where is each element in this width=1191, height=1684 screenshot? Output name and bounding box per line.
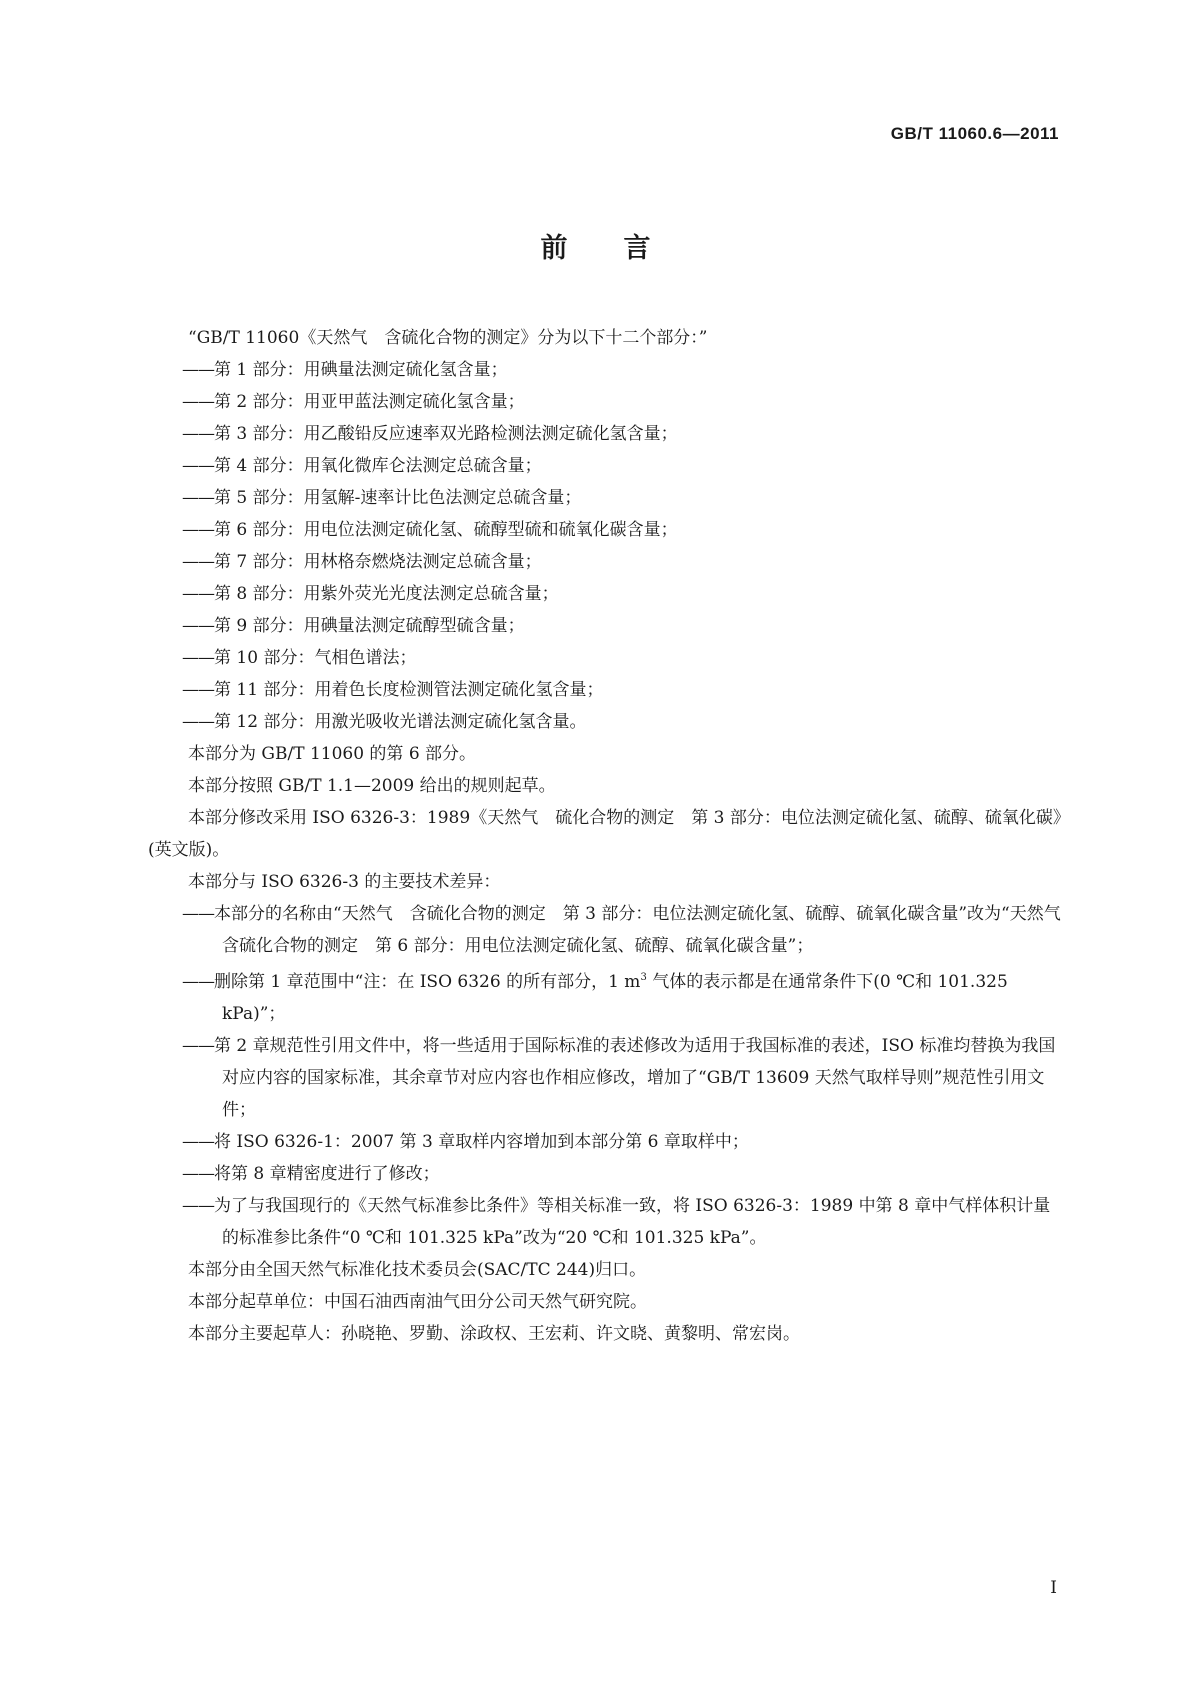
drafting-unit-paragraph: 本部分起草单位：中国石油西南油气田分公司天然气研究院。 <box>188 1292 647 1312</box>
difference-text: 气体的表示都是在通常条件下(0 ℃和 101.325 kPa)”； <box>222 972 1008 1024</box>
differences-intro-paragraph: 本部分与 ISO 6326-3 的主要技术差异： <box>188 872 501 892</box>
list-item <box>148 610 1062 642</box>
list-item <box>148 546 1062 578</box>
difference-text: 删除第 1 章范围中“注：在 ISO 6326 的所有部分，1 m <box>214 972 641 992</box>
dash-mark: —— <box>182 1132 214 1152</box>
list-item <box>148 1126 1062 1158</box>
part-text: 第 4 部分：用氧化微库仑法测定总硫含量； <box>214 456 542 476</box>
committee-paragraph: 本部分由全国天然气标准化技术委员会(SAC/TC 244)归口。 <box>188 1260 647 1280</box>
difference-text: 将 ISO 6326-1：2007 第 3 章取样内容增加到本部分第 6 章取样中； <box>214 1132 749 1152</box>
drafting-rules-paragraph: 本部分按照 GB/T 1.1—2009 给出的规则起草。 <box>188 776 556 796</box>
page-title: 前言 <box>540 233 707 264</box>
superscript: 3 <box>640 972 647 983</box>
part-text: 第 11 部分：用着色长度检测管法测定硫化氢含量； <box>214 680 604 700</box>
dash-mark: —— <box>182 904 214 924</box>
adoption-paragraph: 本部分修改采用 ISO 6326-3：1989《天然气 硫化合物的测定 第 3 部分：电位法测定硫化氢、硫醇、硫氧化碳》(英文版)。 <box>148 808 1062 860</box>
difference-text: 将第 8 章精密度进行了修改； <box>214 1164 440 1184</box>
dash-mark: —— <box>182 1164 214 1184</box>
list-item <box>148 642 1062 674</box>
differences-list <box>148 898 1078 1254</box>
dash-mark: —— <box>182 712 214 732</box>
dash-mark: —— <box>182 360 214 380</box>
part-text: 第 12 部分：用激光吸收光谱法测定硫化氢含量。 <box>214 712 587 732</box>
part-text: 第 10 部分：气相色谱法； <box>214 648 417 668</box>
dash-mark: —— <box>182 680 214 700</box>
part-text: 第 8 部分：用紫外荧光光度法测定总硫含量； <box>214 584 559 604</box>
list-item <box>148 514 1062 546</box>
list-item <box>148 418 1062 450</box>
parts-list <box>148 354 1062 738</box>
list-item <box>148 1030 1062 1126</box>
list-item <box>148 706 1062 738</box>
dash-mark: —— <box>182 424 214 444</box>
list-item <box>148 962 1062 1030</box>
standard-number: GB/T 11060.6—2011 <box>890 124 1059 143</box>
dash-mark: —— <box>182 552 214 572</box>
list-item <box>148 674 1062 706</box>
list-item <box>148 1190 1062 1254</box>
difference-text: 第 2 章规范性引用文件中，将一些适用于国际标准的表述修改为适用于我国标准的表述，ISO 标准均替换为我国对应内容的国家标准，其余章节对应内容也作相应修改，增加了“GB/T 13609 天然气取样导则”规范性引用文件； <box>214 1036 1056 1120</box>
dash-mark: —— <box>182 456 214 476</box>
foreword-body <box>148 322 1078 1350</box>
part-text: 第 6 部分：用电位法测定硫化氢、硫醇型硫和硫氧化碳含量； <box>214 520 678 540</box>
list-item <box>148 1158 1062 1190</box>
list-item <box>148 354 1062 386</box>
difference-text: 本部分的名称由“天然气 含硫化合物的测定 第 3 部分：电位法测定硫化氢、硫醇、硫氧化碳含量”改为“天然气 含硫化合物的测定 第 6 部分：用电位法测定硫化氢、硫醇、硫氧化碳含量”； <box>214 904 1078 956</box>
intro-paragraph: “GB/T 11060《天然气 含硫化合物的测定》分为以下十二个部分：” <box>188 328 708 348</box>
dash-mark: —— <box>182 648 214 668</box>
dash-mark: —— <box>182 488 214 508</box>
dash-mark: —— <box>182 1196 214 1216</box>
list-item <box>148 450 1062 482</box>
list-item <box>148 386 1062 418</box>
dash-mark: —— <box>182 392 214 412</box>
part-text: 第 1 部分：用碘量法测定硫化氢含量； <box>214 360 508 380</box>
drafters-paragraph: 本部分主要起草人：孙晓艳、罗勤、涂政权、王宏莉、许文晓、黄黎明、常宏岗。 <box>188 1324 800 1344</box>
part-text: 第 3 部分：用乙酸铅反应速率双光路检测法测定硫化氢含量； <box>214 424 678 444</box>
part-text: 第 9 部分：用碘量法测定硫醇型硫含量； <box>214 616 525 636</box>
this-part-paragraph: 本部分为 GB/T 11060 的第 6 部分。 <box>188 744 477 764</box>
dash-mark: —— <box>182 972 214 992</box>
part-text: 第 7 部分：用林格奈燃烧法测定总硫含量； <box>214 552 542 572</box>
difference-text: 为了与我国现行的《天然气标准参比条件》等相关标准一致，将 ISO 6326-3：1989 中第 8 章中气样体积计量的标准参比条件“0 ℃和 101.325 kPa”改为“20 ℃和 101.325 kPa”。 <box>214 1196 1051 1248</box>
list-item <box>148 898 1078 962</box>
list-item <box>148 482 1062 514</box>
list-item <box>148 578 1062 610</box>
part-text: 第 5 部分：用氢解-速率计比色法测定总硫含量； <box>214 488 582 508</box>
dash-mark: —— <box>182 520 214 540</box>
part-text: 第 2 部分：用亚甲蓝法测定硫化氢含量； <box>214 392 525 412</box>
dash-mark: —— <box>182 584 214 604</box>
dash-mark: —— <box>182 1036 214 1056</box>
dash-mark: —— <box>182 616 214 636</box>
page-number: I <box>1050 1578 1057 1598</box>
